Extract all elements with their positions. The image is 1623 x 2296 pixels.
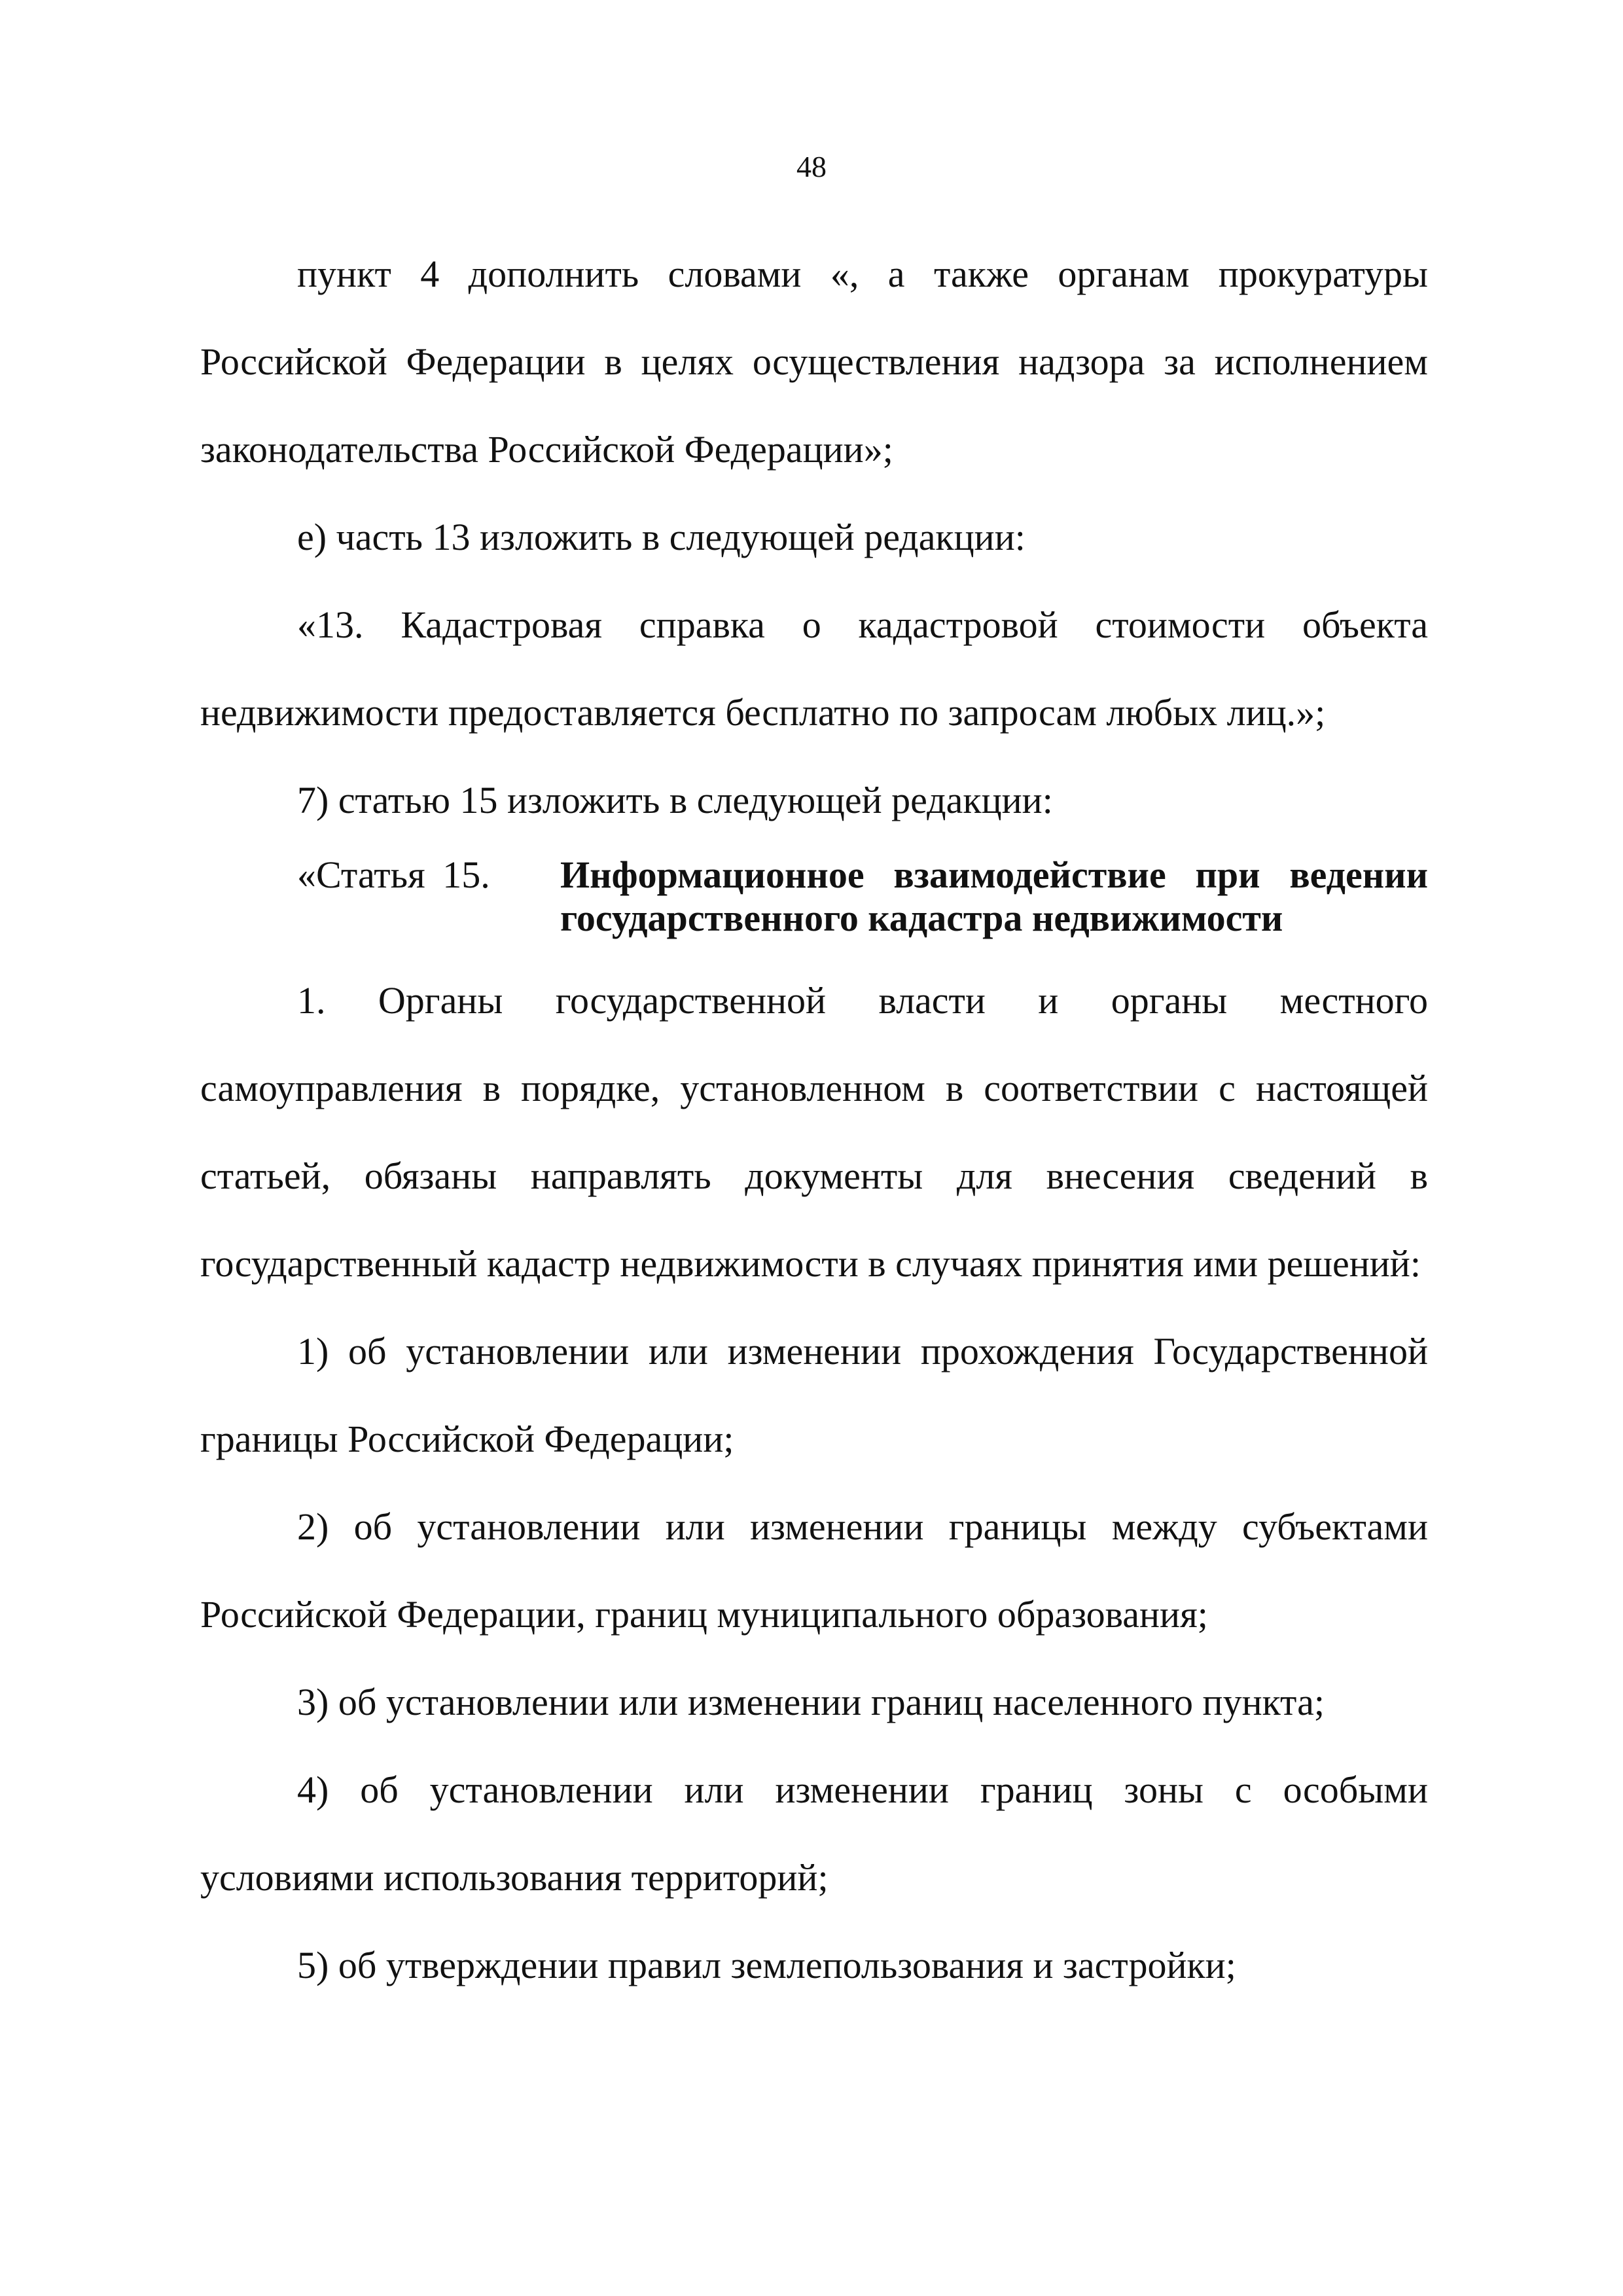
- list-item-5: 5) об утверждении правил землепользования и застройки;: [297, 1944, 1236, 1986]
- article-label: «Статья 15.: [297, 853, 490, 896]
- paragraph-part-13-text: «13. Кадастровая справка о кадастровой стоимости объекта недвижимости предоставляется бесплатно по запросам любых лиц.»;: [200, 603, 1428, 734]
- article-title: Информационное взаимодействие при ведении государственного кадастра недвижимости: [560, 853, 1428, 939]
- page-number: 48: [796, 150, 827, 183]
- article-heading: [200, 853, 1428, 940]
- paragraph-clause-1: 1. Органы государственной власти и органы местного самоуправления в порядке, установленном в соответствии с настоящей статьей, обязаны направлять документы для внесения сведений в государственный кадастр недвижимости в случаях принятия ими решений:: [200, 979, 1428, 1285]
- paragraph-part-13-heading: е) часть 13 изложить в следующей редакции:: [297, 516, 1026, 558]
- paragraph-supplement-point-4: пункт 4 дополнить словами «, а также органам прокуратуры Российской Федерации в целях осуществления надзора за исполнением законодательства Российской Федерации»;: [200, 253, 1428, 471]
- document-body: [200, 230, 1428, 2009]
- list-item-1: 1) об установлении или изменении прохождения Государственной границы Российской Федерации;: [200, 1330, 1428, 1460]
- list-item-3: 3) об установлении или изменении границ населенного пункта;: [297, 1681, 1325, 1723]
- list-item-2: 2) об установлении или изменении границы между субъектами Российской Федерации, границ муниципального образования;: [200, 1505, 1428, 1636]
- paragraph-article-15-heading: 7) статью 15 изложить в следующей редакции:: [297, 779, 1053, 821]
- list-item-4: 4) об установлении или изменении границ зоны с особыми условиями использования территорий;: [200, 1768, 1428, 1899]
